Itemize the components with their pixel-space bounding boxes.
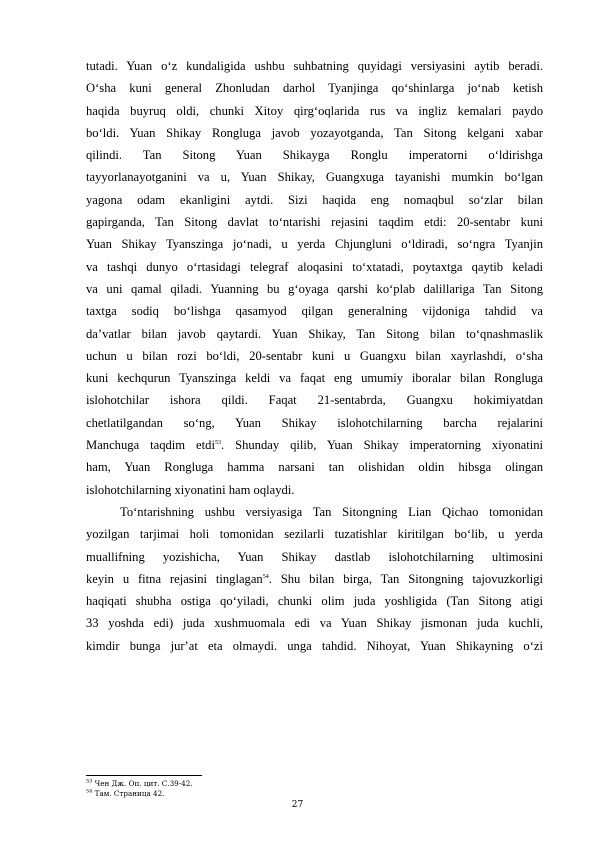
text-line: va tashqi dunyo oʻrtasidagi telegraf aloqasini toʻxtatadi, poytaxtga qaytib keladi [86,259,543,274]
text-line: 33 yoshda edi) juda xushmuomala edi va Yuan Shikay jismonan juda kuchli, [86,616,543,631]
paragraph-2-continued [86,590,543,657]
text-line: yagona odam ekanligini aytdi. Sizi haqida eng nomaqbul soʻzlar bilan [86,192,543,207]
footnote-53 [86,779,543,789]
footnote-text: Чен Дж. Оп. цит. С.39-42. [92,779,193,788]
text-line: islohotchilarning xiyonatini ham oqlaydi. [86,482,295,497]
footnote-ref-54: 54 [262,573,269,580]
paragraph-2 [86,501,543,568]
footnote-separator [86,775,202,776]
text-line: gapirganda, Tan Sitong davlat toʻntarishi rejasini taqdim etdi: 20-sentabr kuni [86,215,543,230]
footnote-number: 53 [86,778,93,785]
text-line: qilindi. Tan Sitong Yuan Shikayga Ronglu imperatorni oʻldirishga [86,148,543,163]
text-line: islohotchilar ishora qildi. Faqat 21-sentabrda, Guangxu hokimiyatdan [86,393,543,408]
text-line [86,434,543,456]
text-line: tutadi. Yuan oʻz kundaligida ushbu suhbatning quyidagi versiyasini aytib beradi. [86,59,543,73]
text-span: keyin u fitna rejasini tinglagan [86,571,263,586]
text-line: ham, Yuan Rongluga hamma narsani tan olishidan oldin hibsga olingan [86,460,543,475]
footnote-number: 54 [86,788,93,795]
footnote-ref-53: 53 [214,439,221,446]
text-span: . Shunday qilib, Yuan Shikay imperatorning xiyonatini [220,438,543,453]
text-line: muallifning yozishicha, Yuan Shikay dastlab islohotchilarning ultimosini [86,549,543,564]
text-line [86,568,543,590]
text-line: tayyorlanayotganini va u, Yuan Shikay, Guangxuga tayanishi mumkin boʻlgan [86,170,543,185]
text-line: va uni qamal qiladi. Yuanning bu gʻoyaga qarshi koʻplab dalillariga Tan Sitong [86,281,543,296]
footnote-text: Там. Страница 42. [92,789,165,798]
text-line: daʼvatlar bilan javob qaytardi. Yuan Shikay, Tan Sitong bilan toʻqnashmaslik [86,326,543,341]
paragraph-1 [86,55,543,434]
footnotes [86,779,543,799]
text-line: yozilgan tarjimai holi tomonidan sezilarli tuzatishlar kiritilgan boʻlib, u yerda [86,527,543,542]
text-line: Yuan Shikay Tyanszinga joʻnadi, u yerda Chjungluni oʻldiradi, soʻngra Tyanjin [86,237,543,252]
text-line: haqiqati shubha ostiga qoʻyiladi, chunki olim juda yoshligida (Tan Sitong atigi [86,594,543,609]
text-line: chetlatilgandan soʻng, Yuan Shikay islohotchilarning barcha rejalarini [86,415,543,430]
text-line: kimdir bunga jurʼat eta olmaydi. unga tahdid. Nihoyat, Yuan Shikayning oʻzi [86,638,543,653]
text-line: boʻldi. Yuan Shikay Rongluga javob yozayotganda, Tan Sitong kelgani xabar [86,125,543,140]
text-line: taxtga sodiq boʻlishga qasamyod qilgan generalning vijdoniga tahdid va [86,304,543,319]
text-line: haqida buyruq oldi, chunki Xitoy qirgʻoqlarida rus va ingliz kemalari paydo [86,103,543,118]
text-line: uchun u bilan rozi boʻldi, 20-sentabr kuni u Guangxu bilan xayrlashdi, oʻsha [86,348,543,363]
text-span: Manchuga taqdim etdi [86,438,215,453]
body-text [86,55,543,657]
page-number: 27 [291,800,304,810]
text-span: . Shu bilan birga, Tan Sitongning tajovuzkorligi [268,571,543,586]
text-line: kuni kechqurun Tyanszinga keldi va faqat eng umumiy iboralar bilan Rongluga [86,371,543,386]
footnote-54 [86,789,543,799]
text-line: Toʻntarishning ushbu versiyasiga Tan Sitongning Lian Qichao tomonidan [120,504,543,519]
text-line: Oʻsha kuni general Zhonludan darhol Tyanjinga qoʻshinlarga joʻnab ketish [86,81,543,96]
